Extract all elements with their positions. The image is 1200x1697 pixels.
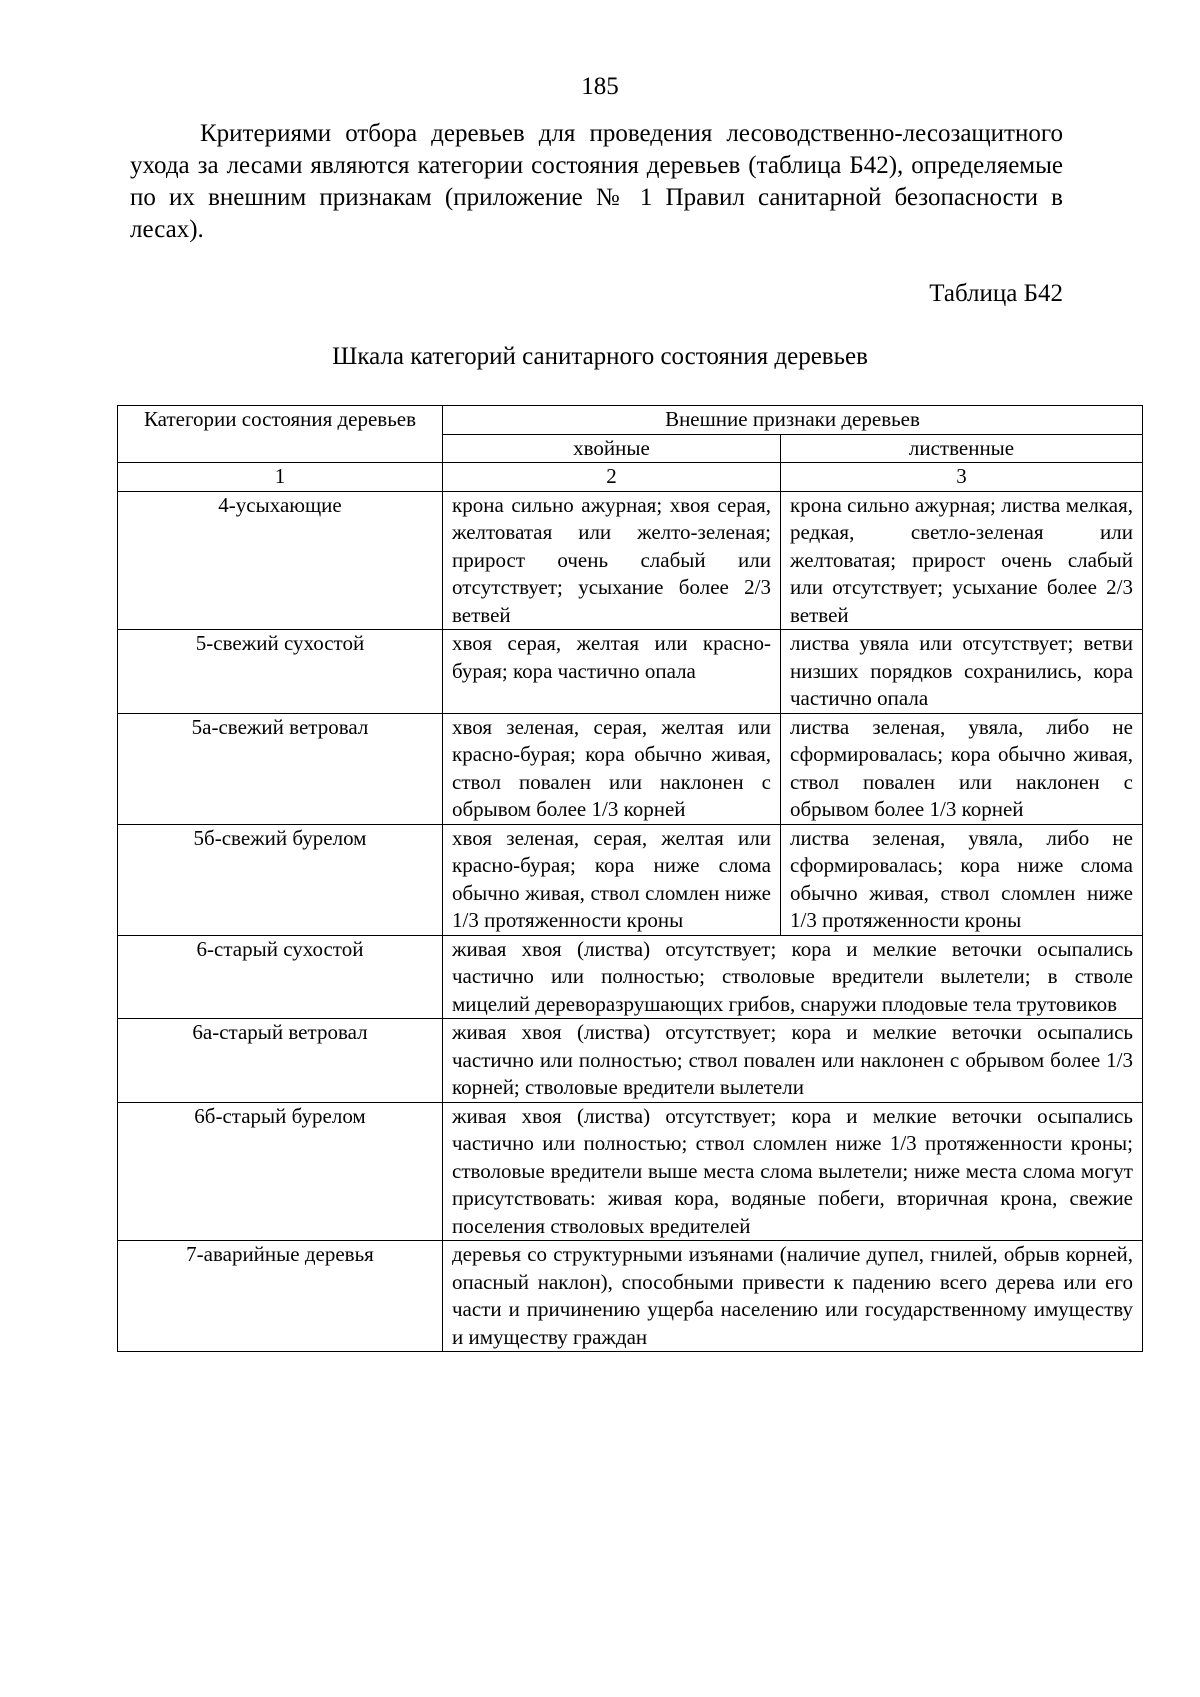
category-cell: 5а-свежий ветровал xyxy=(118,713,443,824)
category-cell: 6б-старый бурелом xyxy=(118,1102,443,1241)
coniferous-cell: крона сильно ажурная; хвоя серая, желтоватая или желто-зеленая; прирост очень слабый или отсутствует; усыхание более 2/3 ветвей xyxy=(443,491,781,630)
header-external-signs: Внешние признаки деревьев xyxy=(443,406,1143,435)
deciduous-cell: листва зеленая, увяла, либо не сформировалась; кора обычно живая, ствол повален или наклонен с обрывом более 1/3 корней xyxy=(781,713,1143,824)
coniferous-cell: хвоя зеленая, серая, желтая или красно-бурая; кора ниже слома обычно живая, ствол сломлен ниже 1/3 протяженности кроны xyxy=(443,824,781,935)
deciduous-cell: листва увяла или отсутствует; ветви низших порядков сохранились, кора частично опала xyxy=(781,630,1143,714)
deciduous-cell: крона сильно ажурная; листва мелкая, редкая, светло-зеленая или желтоватая; прирост очень слабый или отсутствует; усыхание более 2/3 ветвей xyxy=(781,491,1143,630)
combined-signs-cell: живая хвоя (листва) отсутствует; кора и мелкие веточки осыпались частично или полностью; ствол повален или наклонен с обрывом более 1/3 корней; стволовые вредители вылетели xyxy=(443,1019,1143,1103)
table-row xyxy=(118,1102,1143,1241)
combined-signs-cell: живая хвоя (листва) отсутствует; кора и мелкие веточки осыпались частично или полностью; ствол сломлен ниже 1/3 протяженности кроны; стволовые вредители выше места слома вылетели; ниже места слома могут присутствовать: живая кора, водяные побеги, вторичная крона, свежие поселения стволовых вредителей xyxy=(443,1102,1143,1241)
combined-signs-cell: деревья со структурными изъянами (наличие дупел, гнилей, обрыв корней, опасный наклон), способными привести к падению всего дерева или его части и причинению ущерба населению или государственному имуществу и имуществу граждан xyxy=(443,1241,1143,1352)
table-label: Таблица Б42 xyxy=(929,280,1063,307)
table-row xyxy=(118,630,1143,714)
column-number: 1 xyxy=(118,463,443,492)
intro-paragraph: Критериями отбора деревьев для проведения лесоводственно-лесозащитного ухода за лесами являются категории состояния деревьев (таблица Б42), определяемые по их внешним признакам (приложение № 1 Правил санитарной безопасности в лесах). xyxy=(130,120,1063,243)
category-cell: 6а-старый ветровал xyxy=(118,1019,443,1103)
coniferous-cell: хвоя серая, желтая или красно-бурая; кора частично опала xyxy=(443,630,781,714)
table-row xyxy=(118,491,1143,630)
table-title: Шкала категорий санитарного состояния деревьев xyxy=(332,343,868,370)
coniferous-cell: хвоя зеленая, серая, желтая или красно-бурая; кора обычно живая, ствол повален или наклонен с обрывом более 1/3 корней xyxy=(443,713,781,824)
table-row xyxy=(118,824,1143,935)
column-number: 3 xyxy=(781,463,1143,492)
header-categories: Категории состояния деревьев xyxy=(118,406,443,463)
category-cell: 4-усыхающие xyxy=(118,491,443,630)
header-deciduous: лиственные xyxy=(781,434,1143,463)
deciduous-cell: листва зеленая, увяла, либо не сформировалась; кора ниже слома обычно живая, ствол сломлен ниже 1/3 протяженности кроны xyxy=(781,824,1143,935)
category-cell: 6-старый сухостой xyxy=(118,935,443,1019)
column-number: 2 xyxy=(443,463,781,492)
header-coniferous: хвойные xyxy=(443,434,781,463)
category-cell: 5-свежий сухостой xyxy=(118,630,443,714)
table-row xyxy=(118,935,1143,1019)
category-cell: 5б-свежий бурелом xyxy=(118,824,443,935)
category-cell: 7-аварийные деревья xyxy=(118,1241,443,1352)
table-row xyxy=(118,1019,1143,1103)
sanitary-state-table xyxy=(117,405,1143,1352)
combined-signs-cell: живая хвоя (листва) отсутствует; кора и мелкие веточки осыпались частично или полностью; стволовые вредители вылетели; в стволе мицелий дереворазрушающих грибов, снаружи плодовые тела трутовиков xyxy=(443,935,1143,1019)
table-row xyxy=(118,713,1143,824)
page-number: 185 xyxy=(581,73,619,100)
table-row xyxy=(118,1241,1143,1352)
table-numbering-row xyxy=(118,463,1143,492)
table-header-row xyxy=(118,406,1143,435)
